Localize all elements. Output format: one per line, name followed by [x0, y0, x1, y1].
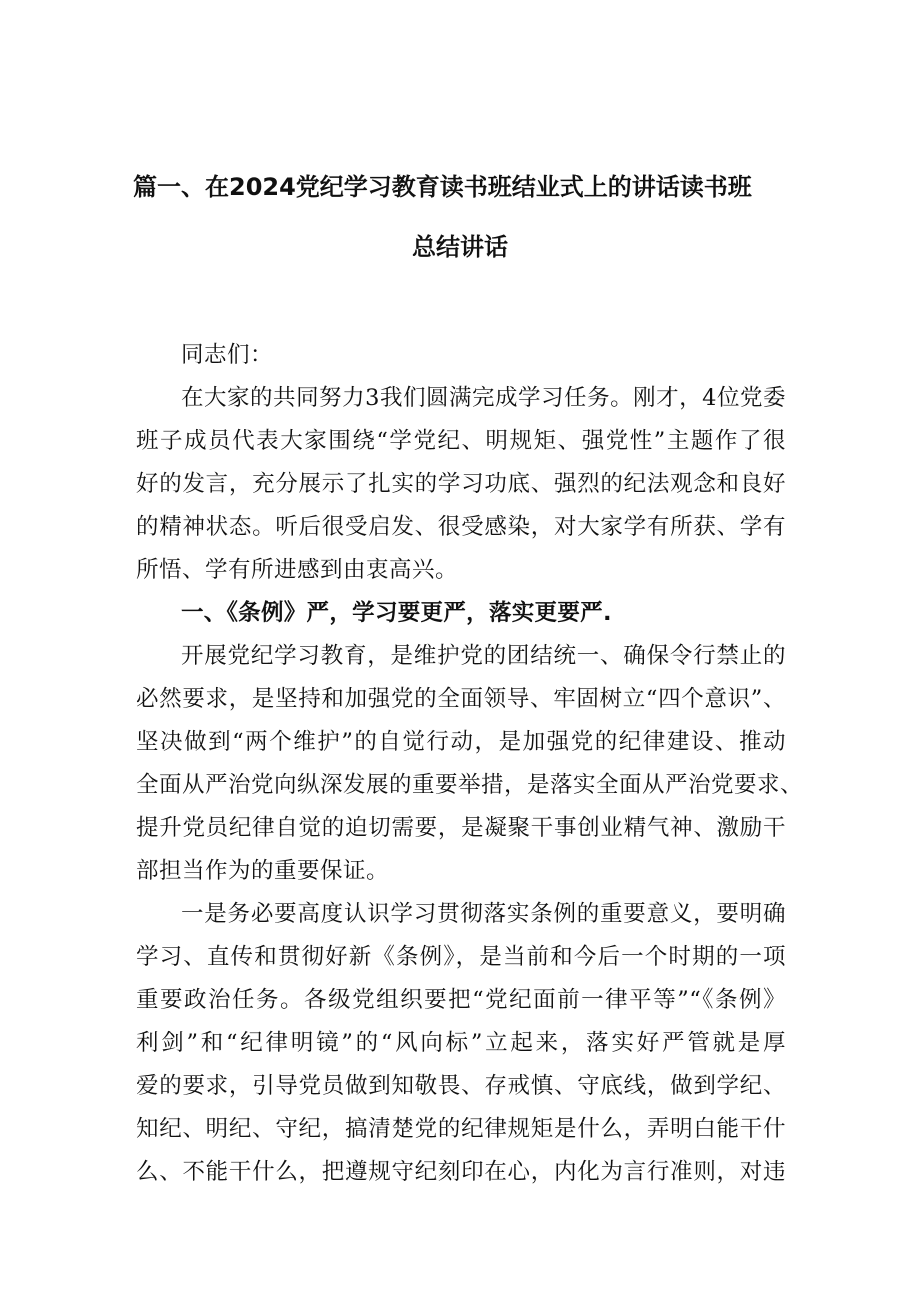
document-title-line-1: 篇一、在2024党纪学习教育读书班结业式上的讲话读书班 [133, 173, 752, 201]
paragraph-3-line-3: 重要政治任务。各级党组织要把“党纪面前一律平等”“《条例》 [136, 987, 786, 1013]
paragraph-3-line-1: 一是务必要高度认识学习贯彻落实条例的重要意义，要明确 [181, 901, 786, 927]
paragraph-2-line-2: 必然要求，是坚持和加强党的全面领导、牢固树立“四个意识”、 [136, 686, 786, 712]
paragraph-3-line-6: 知纪、明纪、守纪，搞清楚党的纪律规矩是什么，弄明白能干什 [136, 1116, 786, 1142]
paragraph-2-line-1: 开展党纪学习教育，是维护党的团结统一、确保令行禁止的 [181, 643, 786, 669]
paragraph-3-line-7: 么、不能干什么，把遵规守纪刻印在心，内化为言行准则，对违 [136, 1159, 786, 1185]
paragraph-2-line-3: 坚决做到“两个维护”的自觉行动，是加强党的纪律建设、推动 [136, 729, 786, 755]
paragraph-2-line-5: 提升党员纪律自觉的迫切需要，是凝聚干事创业精气神、激励干 [136, 815, 786, 841]
paragraph-2-line-6: 部担当作为的重要保证。 [136, 858, 390, 884]
paragraph-1-line-1: 在大家的共同努力3我们圆满完成学习任务。刚才，4位党委 [181, 385, 786, 411]
document-title-line-2: 总结讲话 [412, 233, 508, 261]
paragraph-3-line-4: 利剑”和“纪律明镜”的“风向标”立起来，落实好严管就是厚 [136, 1030, 786, 1056]
section-heading-1: 一、《条例》严，学习要更严，落实更要严. [181, 600, 612, 626]
paragraph-1-line-5: 所悟、学有所进感到由衷高兴。 [136, 557, 459, 583]
paragraph-3-line-5: 爱的要求，引导党员做到知敬畏、存戒慎、守底线，做到学纪、 [136, 1073, 786, 1099]
paragraph-3-line-2: 学习、直传和贯彻好新《条例》，是当前和今后一个时期的一项 [136, 944, 786, 970]
paragraph-1-line-3: 好的发言，充分展示了扎实的学习功底、强烈的纪法观念和良好 [136, 471, 786, 497]
paragraph-2-line-4: 全面从严治党向纵深发展的重要举措，是落实全面从严治党要求、 [136, 772, 804, 798]
salutation: 同志们： [181, 342, 274, 368]
paragraph-1-line-4: 的精神状态。听后很受启发、很受感染，对大家学有所获、学有 [136, 514, 786, 540]
paragraph-1-line-2: 班子成员代表大家围绕“学党纪、明规矩、强党性”主题作了很 [136, 428, 786, 454]
